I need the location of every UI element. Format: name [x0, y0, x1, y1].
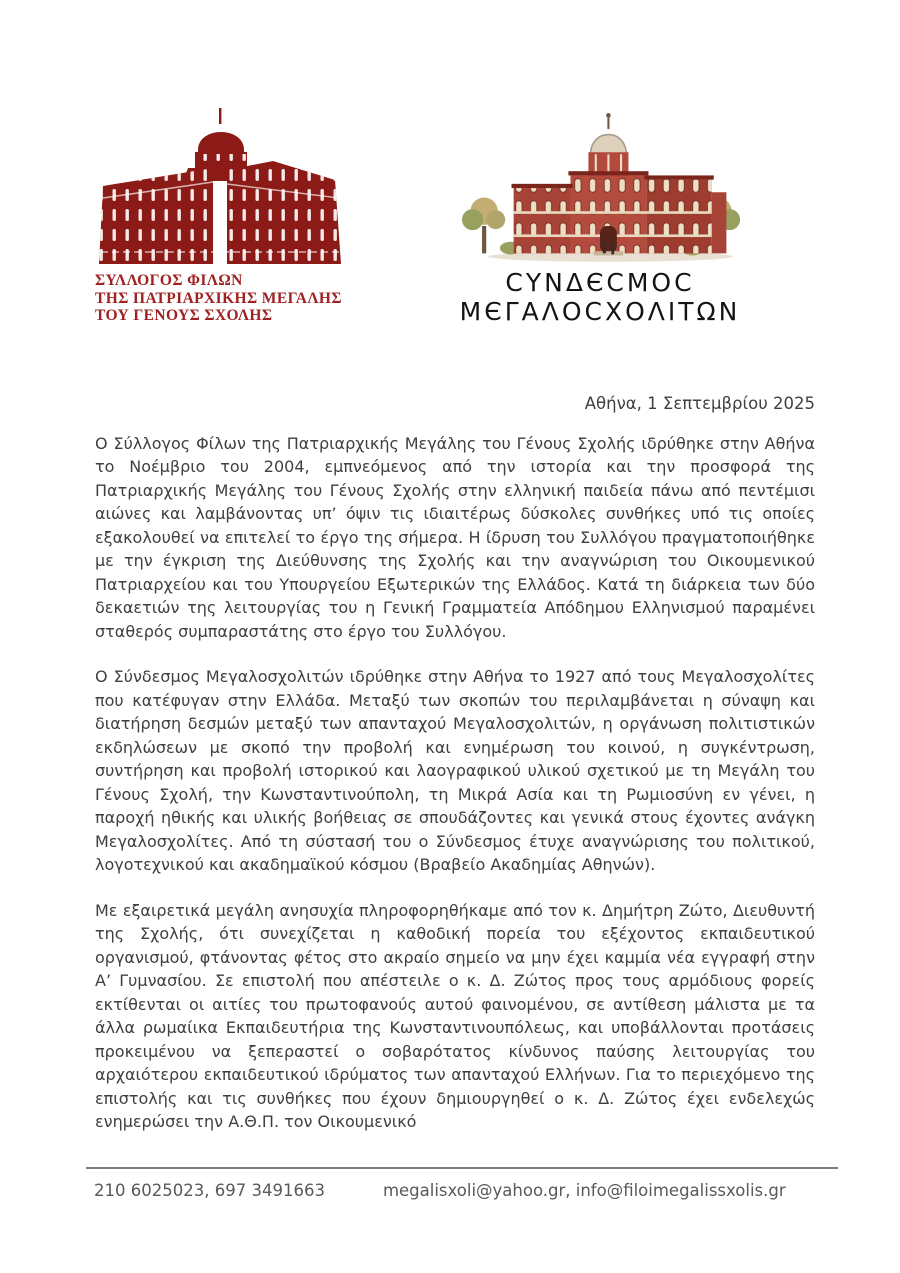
left-logo	[95, 106, 347, 325]
left-logo-caption-line: ΤΗΣ ΠΑΤΡΙΑΡΧΙΚΗΣ ΜΕΓΑΛΗΣ	[95, 289, 342, 307]
great-school-watercolor-icon	[452, 108, 748, 266]
right-logo-caption-line: CΥΝΔЄCΜΟC	[505, 268, 695, 297]
footer-phone-numbers: 210 6025023, 697 3491663	[94, 1181, 325, 1200]
paragraph-1: Ο Σύλλογος Φίλων της Πατριαρχικής Μεγάλης του Γένους Σχολής ιδρύθηκε στην Αθήνα το Νοέμβριο του 2004, εμπνεόμενος από την ιστορία και την προσφορά της Πατριαρχικής Μεγάλης του Γένους Σχολής στην ελληνική παιδεία πάνω από πεντέμισι αιώνες και λαμβάνοντας υπ’ όψιν τις ιδιαιτέρως δύσκολες συνθήκες υπό τις οποίες εξακολουθεί να επιτελεί το έργο της σήμερα. Η ίδρυση του Συλλόγου πραγματοποιήθηκε με την έγκριση της Διεύθυνσης της Σχολής και την αναγνώριση του Οικουμενικού Πατριαρχείου και του Υπουργείου Εξωτερικών της Ελλάδος. Κατά τη διάρκεια των δύο δεκαετιών της λειτουργίας του η Γενική Γραμματεία Απόδημου Ελληνισμού παραμένει σταθερός συμπαραστάτης στο έργο του Συλλόγου.	[95, 433, 815, 641]
left-logo-caption-line: ΤΟΥ ΓΕΝΟΥΣ ΣΧΟΛΗΣ	[95, 307, 273, 324]
left-logo-caption-line: ΣΥΛΛΟΓΟΣ ΦΙΛΩΝ	[95, 272, 243, 289]
left-logo-caption	[95, 272, 347, 325]
great-school-engraving-icon	[95, 106, 347, 268]
right-logo-caption-line: ΜЄΓΑΛΟCΧΟΛΙΤΩΝ	[459, 297, 741, 326]
letter-footer	[86, 1167, 838, 1200]
right-logo	[452, 108, 748, 326]
letter-body	[95, 392, 815, 1156]
paragraph-3: Με εξαιρετικά μεγάλη ανησυχία πληροφορηθήκαμε από τον κ. Δημήτρη Ζώτο, Διευθυντή της Σχολής, ότι συνεχίζεται η καθοδική πορεία του εξέχοντος εκπαιδευτικού οργανισμού, φτάνοντας φέτος στο ακραίο σημείο να μην έχει καμμία νέα εγγραφή στην Α’ Γυμνασίου. Σε επιστολή που απέστειλε ο κ. Δ. Ζώτος προς τους αρμόδιους φορείς εκτίθενται οι αιτίες του πρωτοφανούς αυτού φαινομένου, σε αντίθεση μάλιστα με τα άλλα ρωμαίικα Εκπαιδευτήρια της Κωνσταντινουπόλεως, και υποβάλλονται προτάσεις προκειμένου να ξεπεραστεί ο σοβαρότατος κίνδυνος παύσης λειτουργίας του αρχαιότερου εκπαιδευτικού ιδρύματος των απανταχού Ελλήνων. Για το περιεχόμενο της επιστολής και τις συνθήκες που έχουν δημιουργηθεί ο κ. Δ. Ζώτος έχει ενδελεχώς ενημερώσει την Α.Θ.Π. τον Οικουμενικό	[95, 900, 815, 1131]
footer-email-addresses: megalisxoli@yahoo.gr, info@filoimegalissxolis.gr	[382, 1181, 786, 1200]
paragraph-2: Ο Σύνδεσμος Μεγαλοσχολιτών ιδρύθηκε στην Αθήνα το 1927 από τους Μεγαλοσχολίτες που κατέφυγαν στην Ελλάδα. Μεταξύ των σκοπών του περιλαμβάνεται η σύναψη και διατήρηση δεσμών μεταξύ των απανταχού Μεγαλοσχολιτών, η οργάνωση πολιτιστικών εκδηλώσεων με σκοπό την προβολή και ενημέρωση του κοινού, η συγκέντρωση, συντήρηση και προβολή ιστορικού και λαογραφικού υλικού σχετικού με τη Μεγάλη του Γένους Σχολή, την Κωνσταντινούπολη, τη Μικρά Ασία και τη Ρωμιοσύνη εν γένει, η παροχή ηθικής και υλικής βοήθειας σε σπουδάζοντες και γενικά στους έχοντες ανάγκη Μεγαλοσχολίτες. Από τη σύστασή του ο Σύνδεσμος έτυχε αναγνώρισης του πολιτικού, λογοτεχνικού και ακαδημαϊκού κόσμου (Βραβείο Ακαδημίας Αθηνών).	[95, 667, 815, 874]
dateline: Αθήνα, 1 Σεπτεμβρίου 2025	[584, 394, 815, 413]
right-logo-caption	[452, 268, 748, 326]
